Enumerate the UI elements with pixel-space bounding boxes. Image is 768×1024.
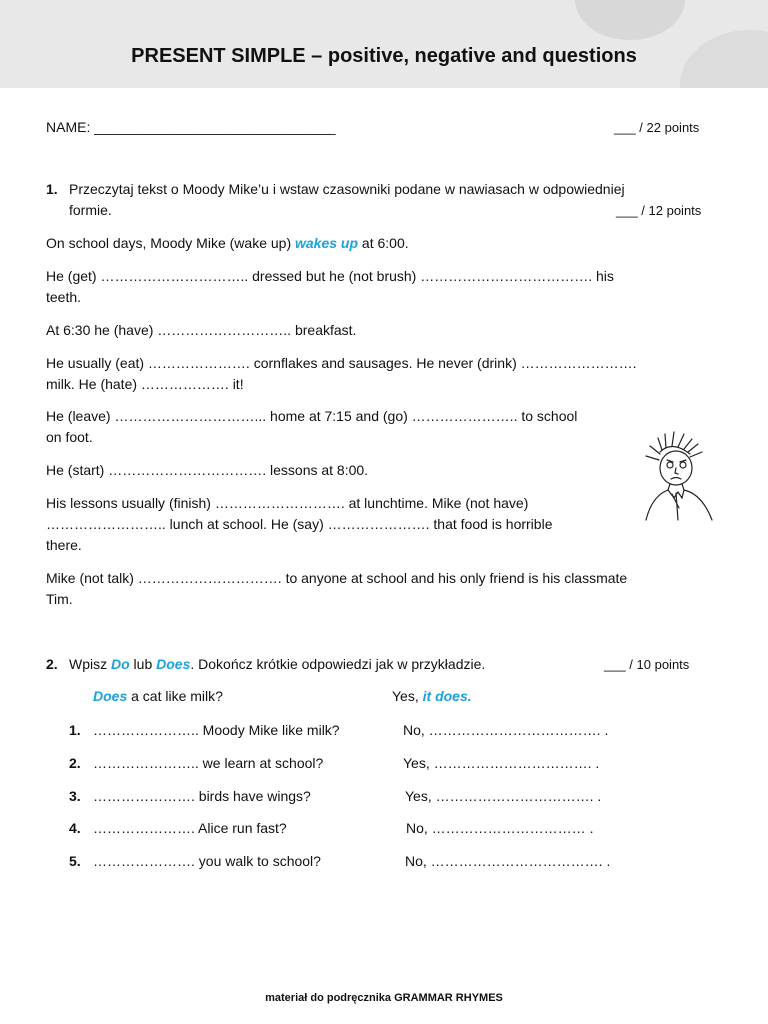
exercise-line: teeth.	[46, 289, 82, 305]
sentence-text: at 6:00.	[358, 235, 409, 251]
example-reply	[392, 686, 472, 707]
question-line[interactable]: …………………. Alice run fast?	[93, 820, 287, 836]
exercise-line: Tim.	[46, 591, 73, 607]
exercise-line[interactable]: He (start) ……………………………. lessons at 8:00.	[46, 462, 369, 478]
exercise-line[interactable]: …………………….. lunch at school. He (say) …………………. that food is horrible	[46, 516, 553, 532]
exercise-line[interactable]: milk. He (hate) ………………. it!	[46, 376, 244, 392]
task-number: 1.	[46, 181, 58, 197]
exercise-line[interactable]: He usually (eat) …………………. cornflakes and sausages. He never (drink) …………………….	[46, 355, 637, 371]
footer-text: materiał do podręcznika	[265, 992, 395, 1004]
item-number: 1.	[69, 722, 81, 738]
reply-line[interactable]: Yes, ……………………………. .	[405, 788, 602, 804]
question-text: a cat like milk?	[127, 688, 223, 704]
highlight-does: Does	[156, 656, 191, 672]
name-field[interactable]: NAME: _______________________________	[46, 119, 336, 135]
reply-line[interactable]: Yes, ……………………………. .	[403, 755, 600, 771]
reply-text: Yes,	[392, 688, 423, 704]
decorative-blob	[575, 0, 685, 40]
item-number: 3.	[69, 788, 81, 804]
question-line[interactable]: …………………. you walk to school?	[93, 853, 321, 869]
item-number: 5.	[69, 853, 81, 869]
exercise-line[interactable]: At 6:30 he (have) ……………………….. breakfast.	[46, 322, 357, 338]
exercise-line: there.	[46, 537, 82, 553]
reply-line[interactable]: No, ………………………………. .	[403, 722, 609, 738]
task-number: 2.	[46, 656, 58, 672]
reply-line[interactable]: No, …………………………… .	[406, 820, 594, 836]
example-answer: it does.	[422, 688, 472, 704]
footer-book-title: GRAMMAR RHYMES	[394, 992, 503, 1004]
exercise-line[interactable]: His lessons usually (finish) ………………………. at lunchtime. Mike (not have)	[46, 495, 529, 511]
header-banner	[0, 0, 768, 88]
example-answer: wakes up	[295, 235, 359, 251]
sentence-text: On school days, Moody Mike (wake up)	[46, 235, 295, 251]
instruction-text: . Dokończ krótkie odpowiedzi jak w przykładzie.	[190, 656, 486, 672]
exercise-line[interactable]: Mike (not talk) …………………………. to anyone at school and his only friend is his classmate	[46, 570, 628, 586]
exercise-line[interactable]: He (leave) …………………………... home at 7:15 and (go) ………………….. to school	[46, 408, 578, 424]
task-instruction: formie.	[69, 202, 112, 218]
item-number: 4.	[69, 820, 81, 836]
item-number: 2.	[69, 755, 81, 771]
exercise-line: on foot.	[46, 429, 93, 445]
question-line[interactable]: …………………. birds have wings?	[93, 788, 311, 804]
task-instruction	[69, 654, 485, 675]
moody-boy-illustration	[632, 430, 732, 525]
instruction-text: lub	[129, 656, 157, 672]
instruction-text: Wpisz	[69, 656, 111, 672]
page-title: PRESENT SIMPLE – positive, negative and questions	[131, 45, 637, 67]
highlight-do: Do	[111, 656, 130, 672]
example-answer: Does	[93, 688, 128, 704]
exercise-line	[46, 233, 409, 254]
reply-line[interactable]: No, ………………………………. .	[405, 853, 611, 869]
footer	[0, 992, 768, 1004]
task-points: ___ / 12 points	[616, 203, 702, 218]
task-points: ___ / 10 points	[604, 657, 690, 672]
task-instruction: Przeczytaj tekst o Moody Mike’u i wstaw czasowniki podane w nawiasach w odpowiedniej	[69, 181, 625, 197]
example-question	[93, 686, 223, 707]
exercise-line[interactable]: He (get) ………………………….. dressed but he (not brush) ………………………………. his	[46, 268, 614, 284]
question-line[interactable]: ………………….. Moody Mike like milk?	[93, 722, 340, 738]
question-line[interactable]: ………………….. we learn at school?	[93, 755, 324, 771]
total-points: ___ / 22 points	[614, 120, 700, 135]
